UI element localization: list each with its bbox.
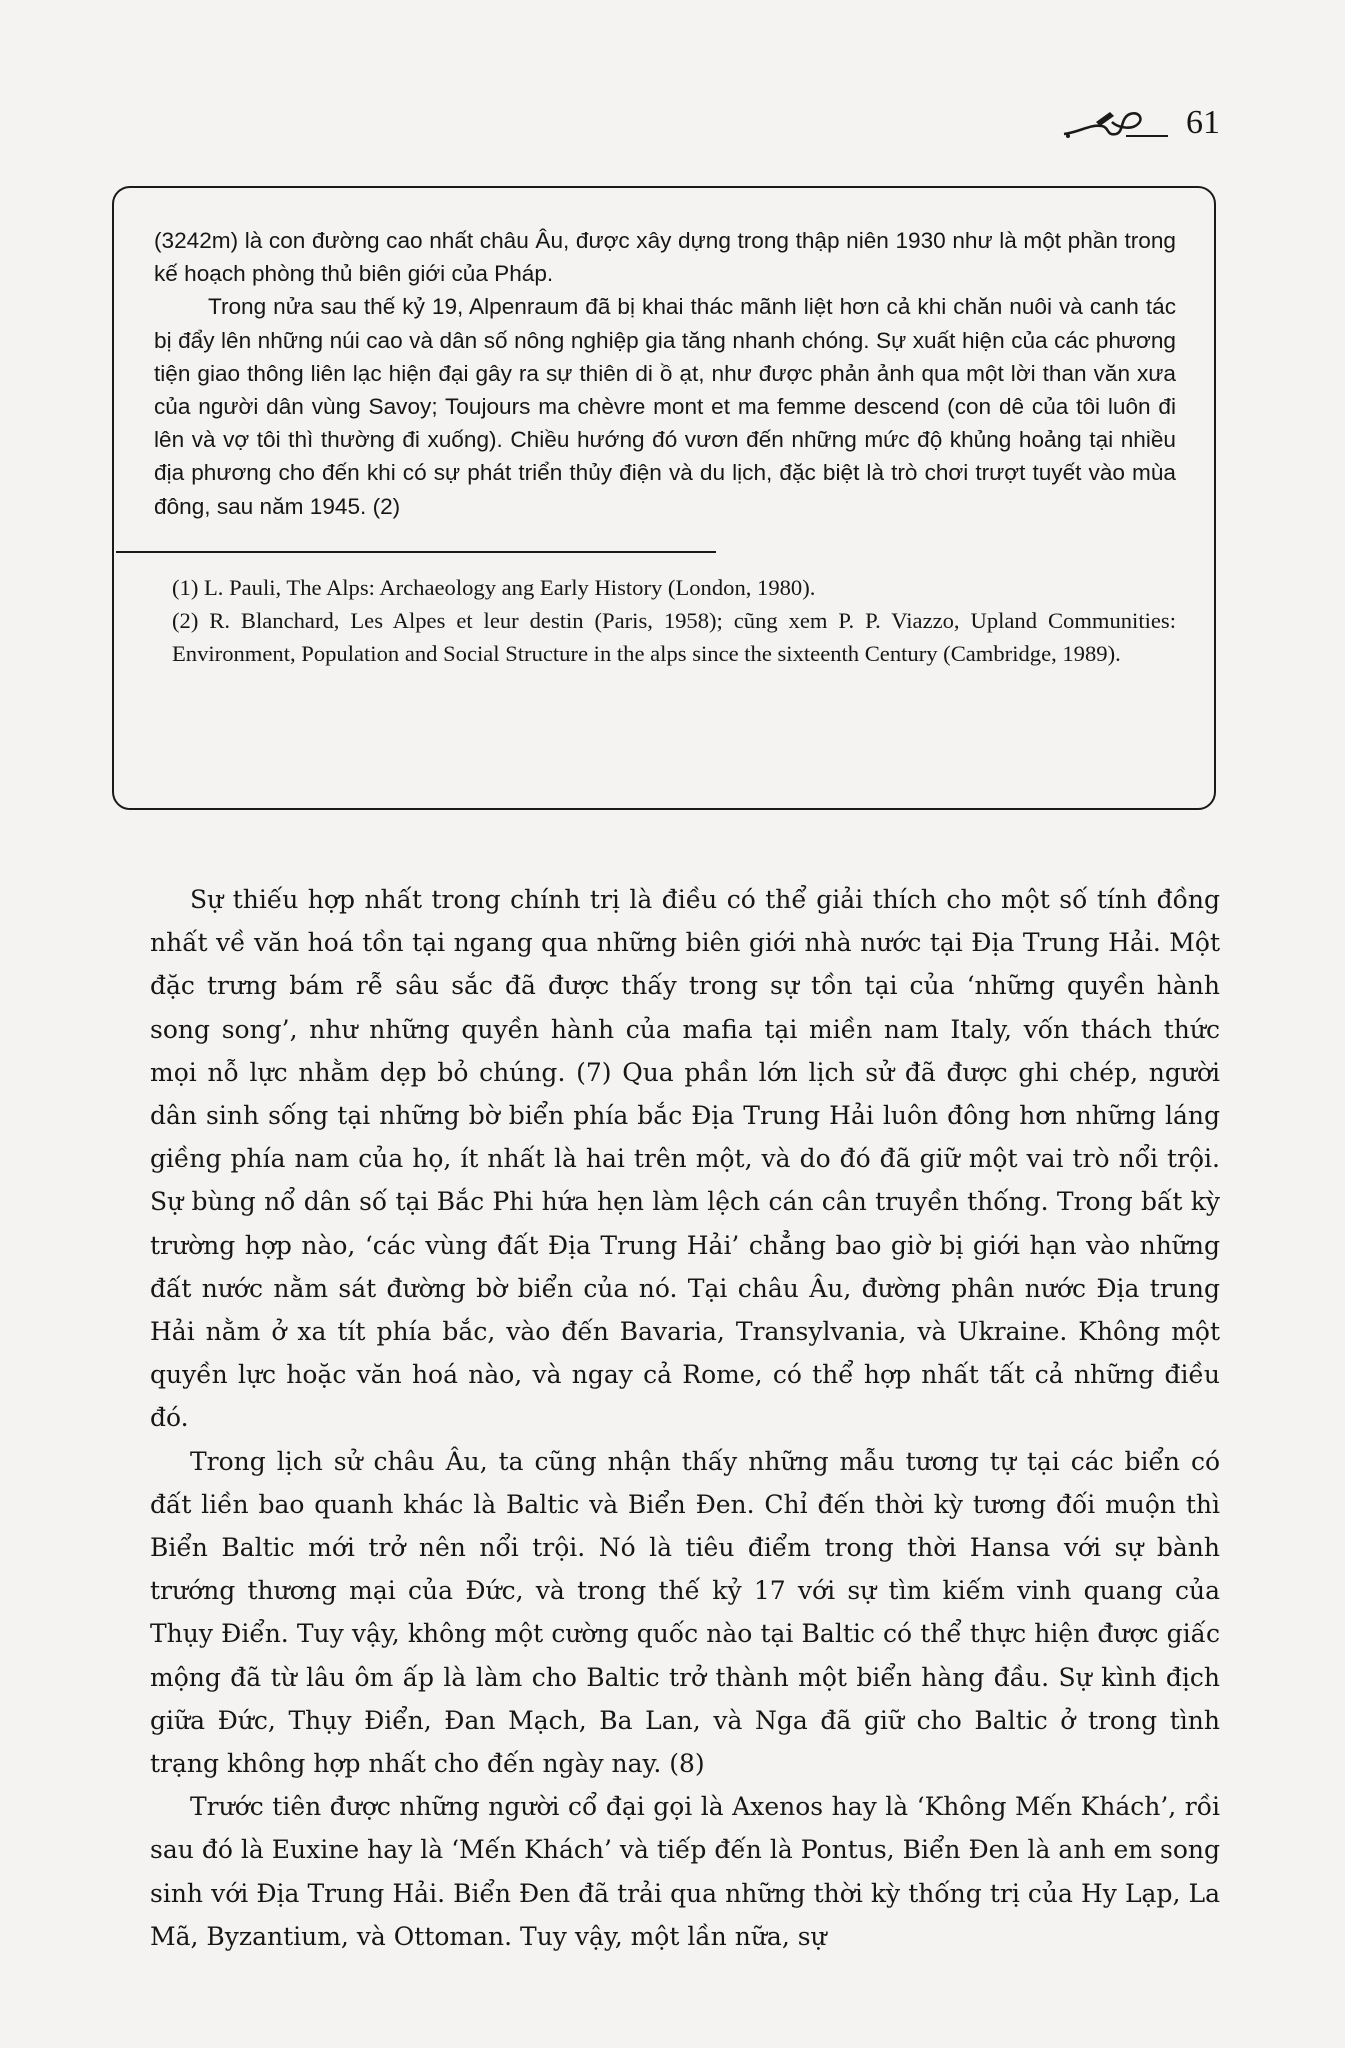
page-header: [1060, 104, 1220, 140]
page-number: 61: [1186, 104, 1220, 141]
pen-flourish-icon: [1060, 104, 1170, 140]
body-paragraph: Trong lịch sử châu Âu, ta cũng nhận thấy những mẫu tương tự tại các biển có đất liền bao quanh khác là Baltic và Biển Đen. Chỉ đến thời kỳ tương đối muộn thì Biển Baltic mới trở nên nổi trội. Nó là tiêu điểm trong thời Hansa với sự bành trướng thương mại của Đức, và trong thế kỷ 17 với sự tìm kiếm vinh quang của Thụy Điển. Tuy vậy, không một cường quốc nào tại Baltic có thể thực hiện được giấc mộng đã từ lâu ôm ấp là làm cho Baltic trở thành một biển hàng đầu. Sự kình địch giữa Đức, Thụy Điển, Đan Mạch, Ba Lan, và Nga đã giữ cho Baltic ở trong tình trạng không hợp nhất cho đến ngày nay. (8): [150, 1446, 1220, 1779]
footnote-divider: [116, 551, 716, 553]
footnote: (1) L. Pauli, The Alps: Archaeology ang Early History (London, 1980).: [172, 574, 816, 600]
body-paragraph: Sự thiếu hợp nhất trong chính trị là điều có thể giải thích cho một số tính đồng nhất về văn hoá tồn tại ngang qua những biên giới nhà nước tại Địa Trung Hải. Một đặc trưng bám rễ sâu sắc đã được thấy trong sự tồn tại của ‘những quyền hành song song’, như những quyền hành của mafia tại miền nam Italy, vốn thách thức mọi nỗ lực nhằm dẹp bỏ chúng. (7) Qua phần lớn lịch sử đã được ghi chép, người dân sinh sống tại những bờ biển phía bắc Địa Trung Hải luôn đông hơn những láng giềng phía nam của họ, ít nhất là hai trên một, và do đó đã giữ một vai trò nổi trội. Sự bùng nổ dân số tại Bắc Phi hứa hẹn làm lệch cán cân truyền thống. Trong bất kỳ trường hợp nào, ‘các vùng đất Địa Trung Hải’ chẳng bao giờ bị giới hạn vào những đất nước nằm sát đường bờ biển của nó. Tại châu Âu, đường phân nước Địa trung Hải nằm ở xa tít phía bắc, vào đến Bavaria, Transylvania, và Ukraine. Không một quyền lực hoặc văn hoá nào, và ngay cả Rome, có thể hợp nhất tất cả những điều đó.: [150, 885, 1220, 1433]
box-paragraph: Trong nửa sau thế kỷ 19, Alpenraum đã bị khai thác mãnh liệt hơn cả khi chăn nuôi và canh tác bị đẩy lên những núi cao và dân số nông nghiệp gia tăng nhanh chóng. Sự xuất hiện của các phương tiện giao thông liên lạc hiện đại gây ra sự thiên di ồ ạt, như được phản ảnh qua một lời than văn xưa của người dân vùng Savoy; Toujours ma chèvre mont et ma femme descend (con dê của tôi luôn đi lên và vợ tôi thì thường đi xuống). Chiều hướng đó vươn đến những mức độ khủng hoảng tại nhiều địa phương cho đến khi có sự phát triển thủy điện và du lịch, đặc biệt là trò chơi trượt tuyết vào mùa đông, sau năm 1945. (2): [154, 294, 1176, 519]
boxed-note: [112, 186, 1216, 810]
box-paragraph: (3242m) là con đường cao nhất châu Âu, được xây dựng trong thập niên 1930 như là một phần trong kế hoạch phòng thủ biên giới của Pháp.: [154, 228, 1176, 287]
body-paragraph: Trước tiên được những người cổ đại gọi là Axenos hay là ‘Không Mến Khách’, rồi sau đó là Euxine hay là ‘Mến Khách’ và tiếp đến là Pontus, Biển Đen là anh em song sinh với Địa Trung Hải. Biển Đen đã trải qua những thời kỳ thống trị của Hy Lạp, La Mã, Byzantium, và Ottoman. Tuy vậy, một lần nữa, sự: [150, 1792, 1220, 1951]
footnote: (2) R. Blanchard, Les Alpes et leur destin (Paris, 1958); cũng xem P. P. Viazzo, Upland Communities: Environment, Population and Social Structure in the alps since the sixteenth Century (Cambridge, 1989).: [172, 607, 1176, 666]
main-body-text: [150, 878, 1220, 1958]
